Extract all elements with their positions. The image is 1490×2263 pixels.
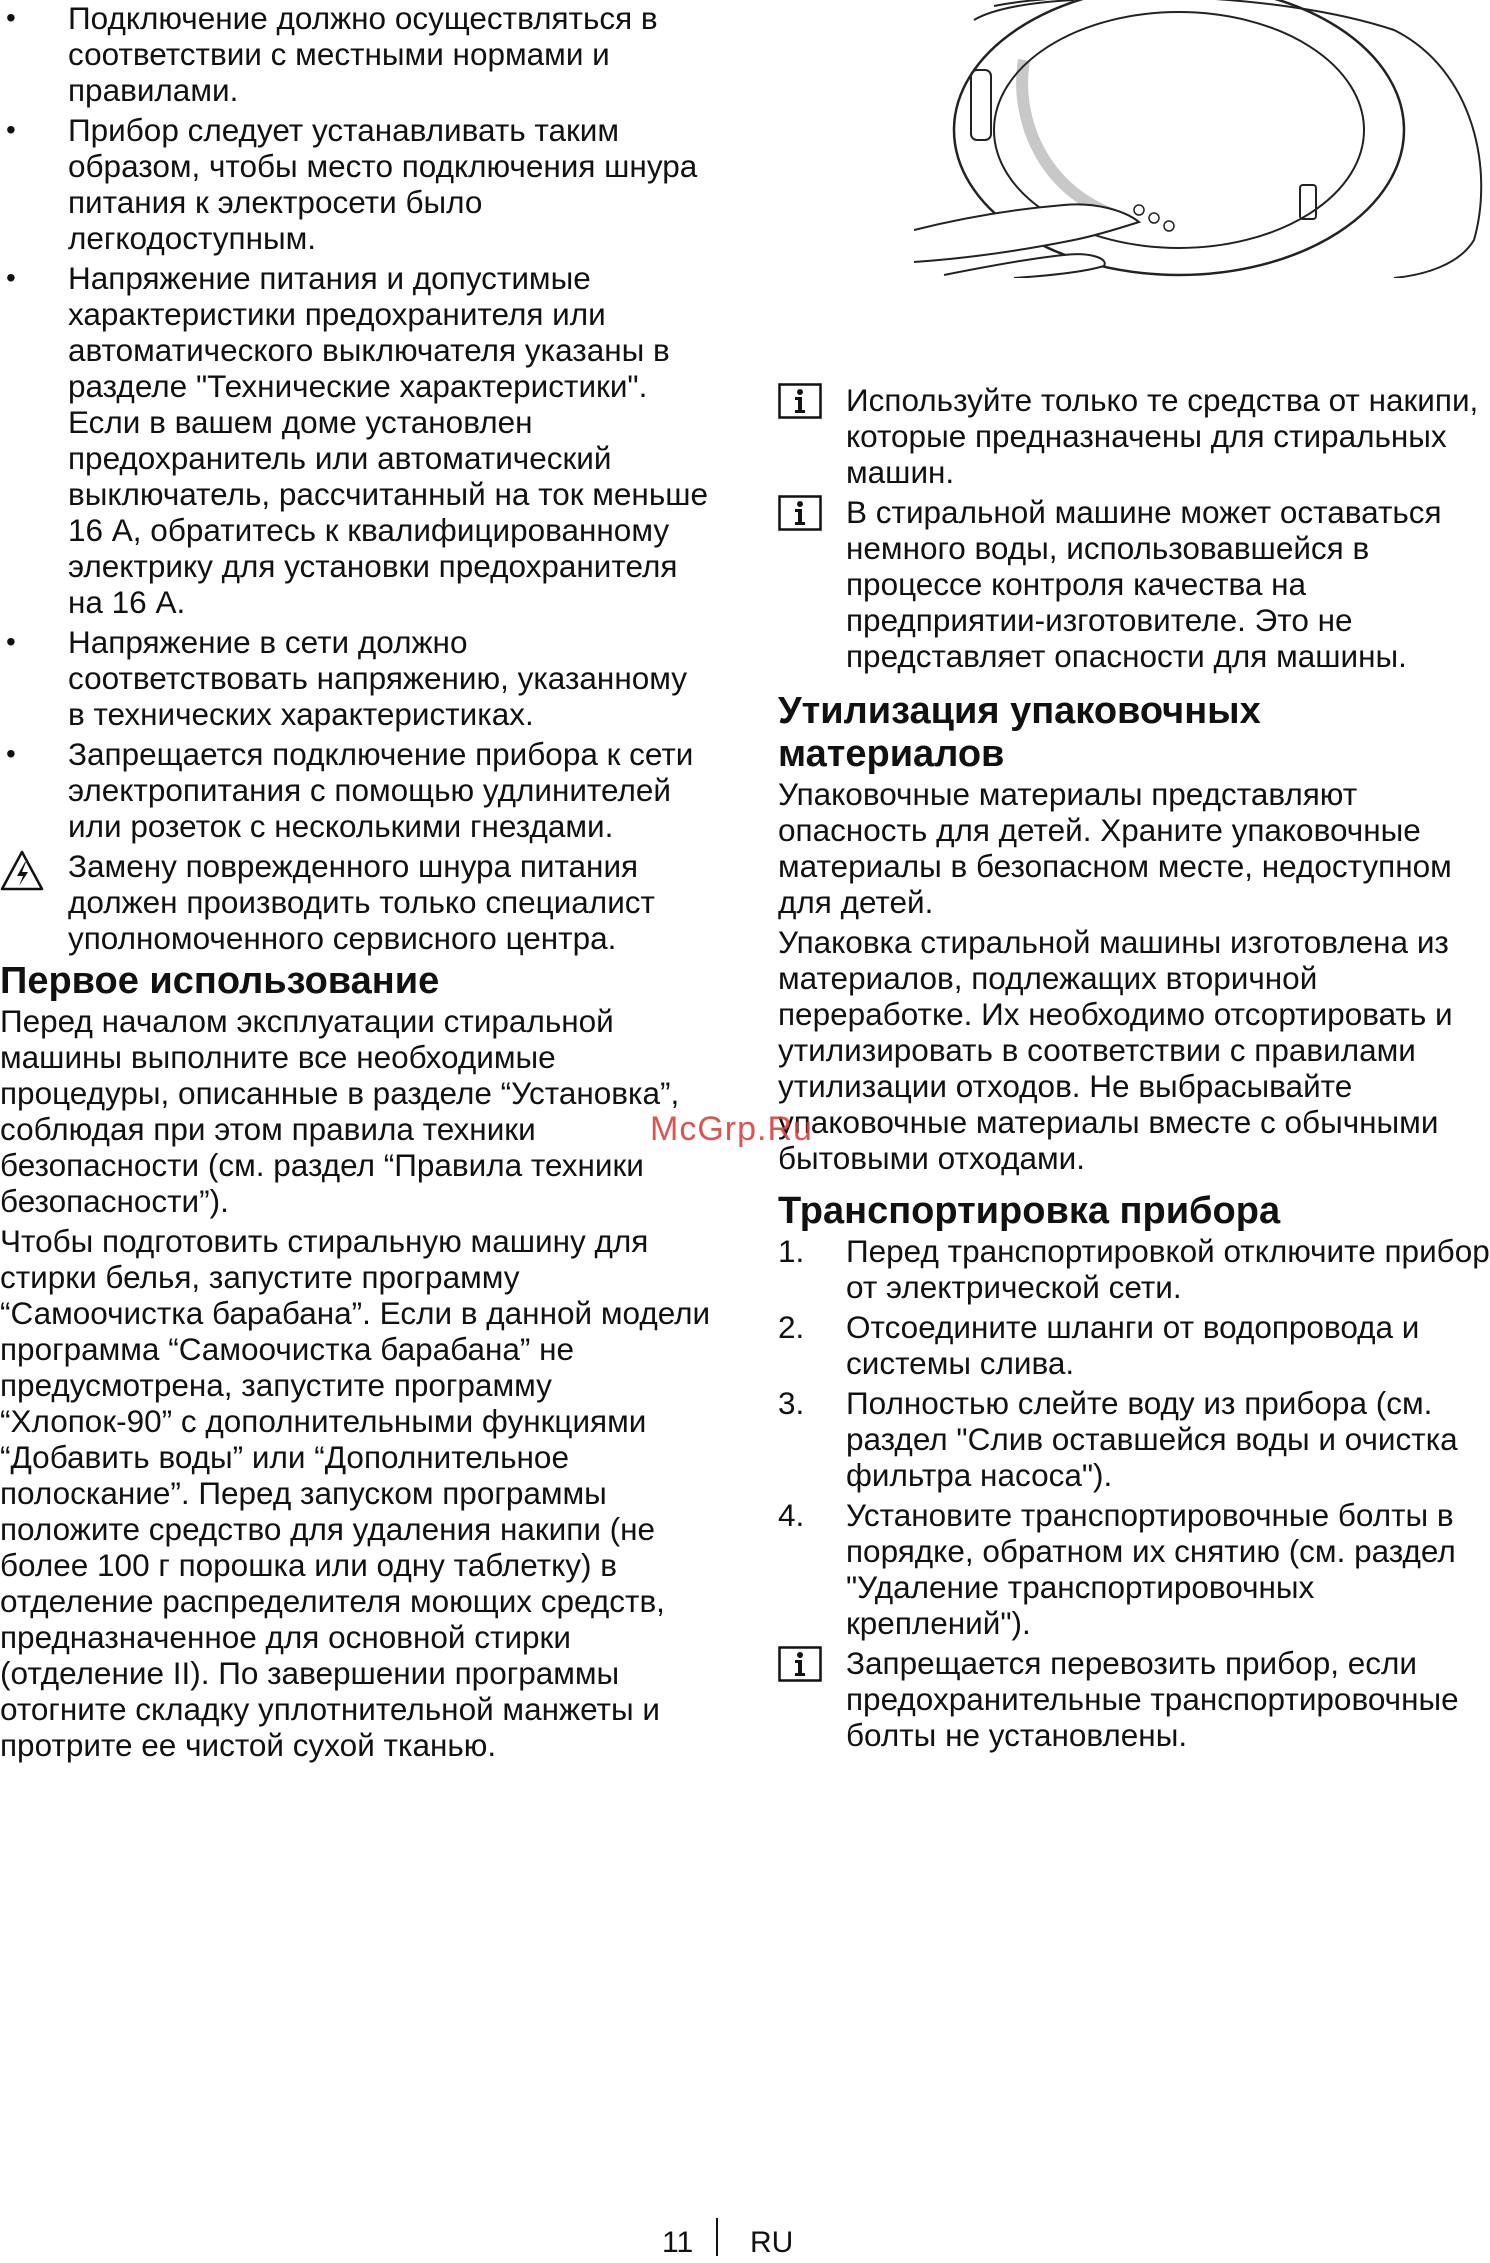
bullet-dot-icon: •: [6, 738, 16, 769]
first-use-paragraph: Чтобы подготовить стиральную машину для стирки белья, запустите программу “Самоочистка барабана”. Если в данной модели программа “Самоочистка барабана” не предусмотрена, запустите программу “Хлопок-90” с дополнительными функциями “Добавить воды” или “Дополнительное полоскание”. Перед запуском программы положите средство для удаления накипи (не более 100 г порошка или одну таблетку) в отделение распределителя моющих средств, предназначенное для основной стирки (отделение II). По завершении программы отогните складку уплотнительной манжеты и протрите ее чистой сухой тканью.: [0, 1223, 711, 1763]
electric-warning-icon: [0, 849, 44, 900]
connection-bullet-list: [0, 0, 712, 844]
bullet-dot-icon: •: [6, 626, 16, 657]
footer-divider: [716, 2218, 718, 2256]
list-item: • Прибор следует устанавливать таким образом, чтобы место подключения шнура питания к электросети было легкодоступным.: [6, 112, 698, 256]
packaging-paragraph: Упаковка стиральной машины изготовлена из материалов, подлежащих вторичной переработке. Их необходимо отсортировать и утилизировать в соответствии с правилами утилизации отходов. Не выбрасывайте упаковочные материалы вместе с обычными бытовыми отходами.: [778, 924, 1453, 1176]
info-icon: [778, 383, 822, 426]
bullet-dot-icon: •: [6, 262, 16, 293]
list-item: 4. Установите транспортировочные болты в порядке, обратном их снятию (см. раздел "Удаление транспортировочных креплений").: [778, 1497, 1456, 1641]
list-item: • Напряжение питания и допустимые характеристики предохранителя или автоматического выключателя указаны в разделе "Технические характеристики". Если в вашем доме установлен предохранитель или автоматический выключатель, рассчитанный на ток меньше 16 А, обратитесь к квалифицированному электрику для установки предохранителя на 16 А.: [6, 260, 709, 620]
info-icon: [778, 1646, 822, 1689]
list-item: 1. Перед транспортировкой отключите прибор от электрической сети.: [778, 1233, 1490, 1305]
list-item: • Напряжение в сети должно соответствовать напряжению, указанному в технических характеристиках.: [6, 624, 688, 732]
list-item: • Подключение должно осуществляться в соответствии с местными нормами и правилами.: [6, 0, 658, 108]
transport-steps-list: [778, 1233, 1490, 1641]
right-column: [778, 382, 1490, 1757]
bullet-dot-icon: •: [6, 2, 16, 33]
list-item: 3. Полностью слейте воду из прибора (см. раздел "Слив оставшейся воды и очистка фильтра насоса").: [778, 1385, 1458, 1493]
warning-note: Замену поврежденного шнура питания должен производить только специалист уполномоченного сервисного центра.: [0, 848, 712, 956]
washer-door-cleaning-illustration: [914, 0, 1490, 278]
section-title-transport: Транспортировка прибора: [778, 1190, 1281, 1232]
section-title-first-use: Первое использование: [0, 960, 440, 1002]
packaging-paragraph: Упаковочные материалы представляют опасность для детей. Храните упаковочные материалы в безопасном месте, недоступном для детей.: [778, 776, 1452, 920]
page-footer: [0, 2218, 1490, 2258]
list-item: • Запрещается подключение прибора к сети электропитания с помощью удлинителей или розеток с несколькими гнездами.: [6, 736, 694, 844]
info-icon: [778, 495, 822, 538]
info-note: Запрещается перевозить прибор, если предохранительные транспортировочные болты не установлены.: [778, 1645, 1490, 1753]
section-title-packaging: Утилизация упаковочных материалов: [778, 690, 1261, 775]
info-note: В стиральной машине может оставаться немного воды, использовавшейся в процессе контроля качества на предприятии-изготовителе. Это не представляет опасности для машины.: [778, 494, 1490, 674]
watermark: McGrp.Ru: [650, 1110, 813, 1148]
info-note: Используйте только те средства от накипи, которые предназначены для стиральных машин.: [778, 382, 1490, 490]
first-use-paragraph: Перед началом эксплуатации стиральной машины выполните все необходимые процедуры, описанные в разделе “Установка”, соблюдая при этом правила техники безопасности (см. раздел “Правила техники безопасности”).: [0, 1003, 680, 1219]
bullet-dot-icon: •: [6, 114, 16, 145]
page-number: 11: [662, 2226, 694, 2259]
list-item: 2. Отсоедините шланги от водопровода и системы слива.: [778, 1309, 1420, 1381]
left-column: [0, 0, 712, 1767]
language-code: RU: [750, 2226, 794, 2259]
